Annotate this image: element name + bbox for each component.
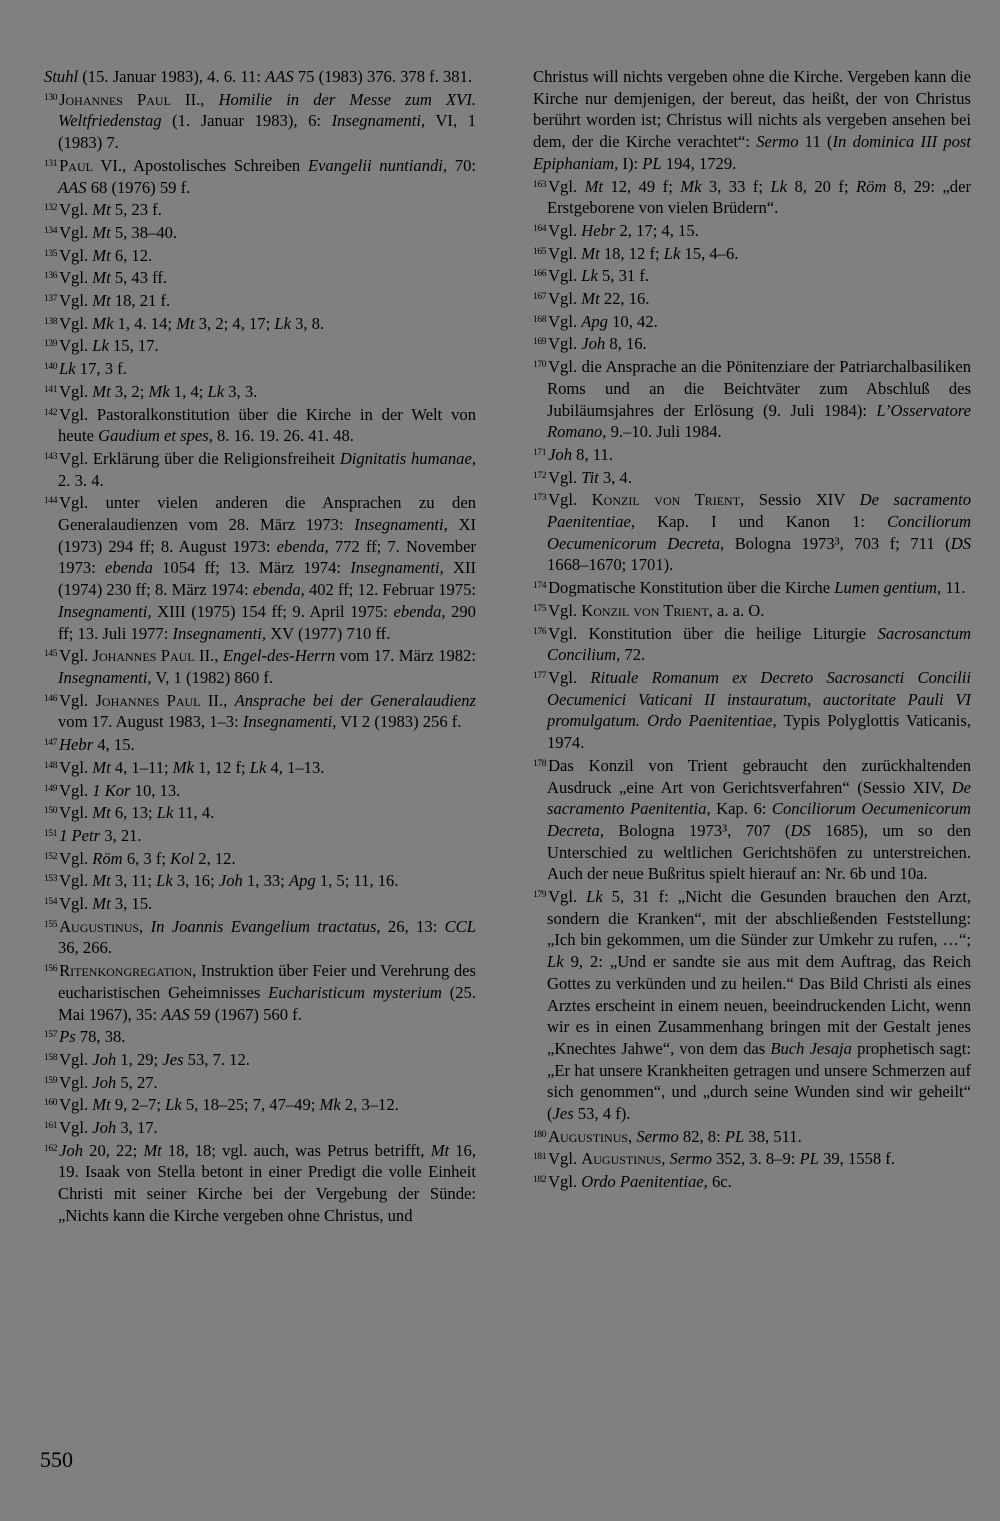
footnote-number: 176 [533, 626, 547, 637]
footnote-167 [533, 287, 971, 310]
footnote-173 [533, 488, 971, 576]
footnote-text: Dogmatische Konstitution über die Kirche Lumen gentium, 11. [548, 578, 966, 598]
footnote-148 [44, 756, 476, 779]
footnote-text: Vgl. Mt 18, 21 f. [59, 291, 171, 311]
footnote-158 [44, 1048, 476, 1071]
footnote-number: 154 [44, 897, 58, 908]
footnote-continuation [44, 66, 476, 88]
footnote-number: 141 [44, 384, 58, 395]
footnote-number: 174 [533, 581, 547, 592]
footnote-text: Vgl. Augustinus, Sermo 352, 3. 8–9: PL 39, 1558 f. [548, 1149, 895, 1169]
footnote-text: Ritenkongregation, Instruktion über Feier und Verehrung des eucharistischen Geheimnisses Eucharisticum mysterium (25. Mai 1967), 35: AAS 59 (1967) 560 f. [58, 961, 476, 1024]
footnote-number: 166 [533, 269, 547, 280]
footnote-139 [44, 334, 476, 357]
footnote-153 [44, 869, 476, 892]
footnote-text: Lk 17, 3 f. [59, 359, 127, 379]
footnote-number: 157 [44, 1030, 58, 1041]
footnote-text: Christus will nichts vergeben ohne die Kirche. Vergeben kann die Kirche nur demjenigen, der bereut, das heißt, der von Christus berührt worden ist; Christus will nichts als vergeben ansehen bei dem, der die Kirche verachtet“: Sermo 11 (In dominica III post Epiphaniam, I): PL 194, 1729. [533, 67, 971, 173]
footnote-text: Vgl. Röm 6, 3 f; Kol 2, 12. [59, 848, 236, 868]
footnote-number: 130 [44, 92, 58, 103]
footnote-number: 180 [533, 1129, 547, 1140]
footnote-180 [533, 1125, 971, 1148]
footnote-157 [44, 1025, 476, 1048]
footnote-179 [533, 885, 971, 1125]
footnote-142 [44, 403, 476, 447]
footnote-159 [44, 1071, 476, 1094]
footnote-number: 151 [44, 828, 58, 839]
footnote-number: 143 [44, 451, 58, 462]
footnote-175 [533, 599, 971, 622]
footnote-number: 131 [44, 158, 58, 169]
footnote-number: 134 [44, 225, 58, 236]
footnote-text: Vgl. Hebr 2, 17; 4, 15. [548, 220, 699, 240]
footnote-text: Vgl. Mk 1, 4. 14; Mt 3, 2; 4, 17; Lk 3, 8. [59, 313, 325, 333]
footnote-number: 142 [44, 407, 58, 418]
footnote-text: Vgl. Mt 18, 12 f; Lk 15, 4–6. [548, 243, 739, 263]
footnote-132 [44, 198, 476, 221]
footnote-136 [44, 266, 476, 289]
footnote-160 [44, 1093, 476, 1116]
footnote-text: Vgl. Konzil von Trient, a. a. O. [548, 600, 765, 620]
footnote-130 [44, 88, 476, 154]
footnote-text: Johannes Paul II., Homilie in der Messe zum XVI. Weltfriedenstag (1. Januar 1983), 6: Insegnamenti, VI, 1 (1983) 7. [58, 89, 477, 153]
footnote-176 [533, 622, 971, 666]
footnote-number: 145 [44, 649, 58, 660]
footnote-text: Vgl. Mt 5, 43 ff. [59, 268, 168, 288]
footnote-177 [533, 666, 971, 754]
footnote-text: Vgl. Mt 22, 16. [548, 289, 650, 309]
footnote-number: 182 [533, 1175, 547, 1186]
footnote-number: 147 [44, 738, 58, 749]
footnote-number: 140 [44, 362, 58, 373]
footnote-number: 148 [44, 760, 58, 771]
footnote-number: 170 [533, 360, 547, 371]
footnote-text: Vgl. Lk 15, 17. [59, 336, 159, 356]
footnote-number: 138 [44, 316, 58, 327]
footnote-number: 144 [44, 496, 58, 507]
footnote-text: Vgl. Mt 5, 38–40. [59, 222, 178, 242]
footnote-174 [533, 576, 971, 599]
footnote-text: Vgl. Erklärung über die Religionsfreiheit Dignitatis humanae, 2. 3. 4. [58, 448, 476, 490]
footnotes-right-column [533, 66, 971, 1193]
footnote-text: Vgl. Tit 3, 4. [548, 467, 632, 487]
footnote-141 [44, 380, 476, 403]
footnote-162 [44, 1139, 476, 1227]
footnote-number: 177 [533, 670, 547, 681]
footnote-text: Vgl. Lk 5, 31 f. [548, 266, 650, 286]
footnote-text: Paul VI., Apostolisches Schreiben Evangelii nuntiandi, 70: AAS 68 (1976) 59 f. [58, 155, 477, 197]
footnote-number: 168 [533, 314, 547, 325]
footnote-number: 135 [44, 248, 58, 259]
footnote-number: 137 [44, 294, 58, 305]
footnote-text: Vgl. unter vielen anderen die Ansprachen zu den Generalaudienzen vom 28. März 1973: Insegnamenti, XI (1973) 294 ff; 8. August 1973: ebenda, 772 ff; 7. November 1973: ebenda 1054 ff; 13. März 1974: Insegnamenti, XII (1974) 230 ff; 8. März 1974: ebenda, 402 ff; 12. Februar 1975: Insegnamenti, XIII (1975) 154 ff; 9. April 1975: ebenda, 290 ff; 13. Juli 1977: Insegnamenti, XV (1977) 710 ff. [58, 493, 477, 643]
page-number: 550 [40, 1447, 73, 1472]
footnote-text: Vgl. Johannes Paul II., Engel-des-Herrn vom 17. März 1982: Insegnamenti, V, 1 (1982) 860 f. [58, 646, 476, 687]
footnote-number: 181 [533, 1152, 547, 1163]
footnote-161 [44, 1116, 476, 1139]
footnote-number: 160 [44, 1098, 58, 1109]
footnote-text: Joh 8, 11. [548, 444, 613, 464]
footnote-number: 153 [44, 874, 58, 885]
footnote-138 [44, 312, 476, 335]
footnote-140 [44, 357, 476, 380]
footnote-number: 146 [44, 693, 58, 704]
footnote-text: Vgl. Mt 3, 11; Lk 3, 16; Joh 1, 33; Apg 1, 5; 11, 16. [59, 871, 399, 891]
footnote-text: Vgl. Mt 6, 12. [59, 245, 153, 265]
footnote-text: Vgl. Johannes Paul II., Ansprache bei der Generalaudienz vom 17. August 1983, 1–3: Insegnamenti, VI 2 (1983) 256 f. [58, 690, 476, 732]
footnote-182 [533, 1170, 971, 1193]
footnote-number: 139 [44, 339, 58, 350]
footnote-text: 1 Petr 3, 21. [59, 825, 142, 845]
footnote-137 [44, 289, 476, 312]
footnote-131 [44, 154, 476, 198]
footnote-135 [44, 244, 476, 267]
footnote-text: Vgl. Mt 9, 2–7; Lk 5, 18–25; 7, 47–49; Mk 2, 3–12. [59, 1095, 399, 1115]
footnote-number: 155 [44, 919, 58, 930]
footnote-number: 172 [533, 470, 547, 481]
footnote-text: Vgl. Konzil von Trient, Sessio XIV De sacramento Paenitentiae, Kap. I und Kanon 1: Conciliorum Oecumenicorum Decreta, Bologna 1973³, 703 f; 711 (DS 1668–1670; 1701). [547, 490, 971, 575]
footnote-number: 150 [44, 806, 58, 817]
footnote-163 [533, 175, 971, 219]
footnote-text: Vgl. Joh 5, 27. [59, 1072, 158, 1092]
footnote-number: 169 [533, 337, 547, 348]
footnote-number: 179 [533, 890, 547, 901]
footnote-165 [533, 242, 971, 265]
footnote-text: Vgl. Rituale Romanum ex Decreto Sacrosancti Concilii Oecumenici Vaticani II instauratum, auctoritate Pauli VI promulgatum. Ordo Paenitentiae, Typis Polyglottis Vaticanis, 1974. [547, 667, 971, 753]
footnote-text: Vgl. Mt 5, 23 f. [59, 200, 162, 220]
footnote-text: Vgl. Apg 10, 42. [548, 311, 658, 331]
footnote-151 [44, 824, 476, 847]
footnote-text: Vgl. die Ansprache an die Pönitenziare der Patriarchalbasiliken Roms und an die Beichtväter zum Abschluß des Jubiläumsjahres der Erlösung (9. Juli 1984): L’Osservatore Romano, 9.–10. Juli 1984. [547, 357, 971, 442]
footnote-text: Vgl. Joh 3, 17. [59, 1118, 158, 1138]
footnote-number: 152 [44, 851, 58, 862]
footnote-text: Vgl. 1 Kor 10, 13. [59, 780, 181, 800]
footnote-number: 167 [533, 292, 547, 303]
footnote-152 [44, 847, 476, 870]
footnote-144 [44, 491, 476, 644]
footnote-text: Vgl. Mt 4, 1–11; Mk 1, 12 f; Lk 4, 1–13. [59, 757, 325, 777]
footnote-149 [44, 779, 476, 802]
footnote-171 [533, 443, 971, 466]
footnote-number: 149 [44, 783, 58, 794]
footnote-134 [44, 221, 476, 244]
footnote-number: 136 [44, 271, 58, 282]
footnote-number: 165 [533, 246, 547, 257]
footnote-text: Vgl. Mt 6, 13; Lk 11, 4. [59, 803, 215, 823]
footnote-156 [44, 959, 476, 1025]
footnote-text: Vgl. Mt 3, 15. [59, 894, 153, 914]
footnote-172 [533, 466, 971, 489]
footnote-text: Vgl. Joh 1, 29; Jes 53, 7. 12. [59, 1049, 250, 1069]
footnote-146 [44, 689, 476, 733]
footnote-text: Vgl. Joh 8, 16. [548, 334, 647, 354]
footnote-number: 173 [533, 493, 547, 504]
footnote-166 [533, 264, 971, 287]
footnote-text: Vgl. Mt 12, 49 f; Mk 3, 33 f; Lk 8, 20 f; Röm 8, 29: „der Erstgeborene von vielen Brüdern“. [547, 176, 971, 218]
footnote-text: Stuhl (15. Januar 1983), 4. 6. 11: AAS 75 (1983) 376. 378 f. 381. [44, 67, 473, 86]
footnote-text: Vgl. Konstitution über die heilige Liturgie Sacrosanctum Concilium, 72. [547, 623, 971, 665]
footnote-number: 178 [533, 758, 547, 769]
footnote-number: 175 [533, 603, 547, 614]
footnote-text: Augustinus, In Joannis Evangelium tractatus, 26, 13: CCL 36, 266. [58, 916, 476, 958]
footnote-164 [533, 219, 971, 242]
footnote-154 [44, 892, 476, 915]
footnote-169 [533, 332, 971, 355]
footnote-150 [44, 801, 476, 824]
footnote-text: Vgl. Ordo Paenitentiae, 6c. [548, 1172, 732, 1192]
footnote-number: 159 [44, 1075, 58, 1086]
footnote-continuation [533, 66, 971, 175]
footnote-text: Ps 78, 38. [59, 1027, 126, 1047]
footnote-181 [533, 1147, 971, 1170]
footnote-155 [44, 915, 476, 959]
footnote-170 [533, 355, 971, 443]
footnote-number: 156 [44, 964, 58, 975]
footnote-number: 171 [533, 447, 547, 458]
footnote-143 [44, 447, 476, 491]
footnote-number: 162 [44, 1143, 58, 1154]
footnote-text: Joh 20, 22; Mt 18, 18; vgl. auch, was Petrus betrifft, Mt 16, 19. Isaak von Stella betont in einer Predigt die volle Einheit Christi mit seiner Kirche bei der Vergebung der Sünde: „Nichts kann die Kirche vergeben ohne Christus, und [58, 1140, 476, 1225]
footnote-168 [533, 310, 971, 333]
footnote-147 [44, 733, 476, 756]
footnote-number: 132 [44, 203, 58, 214]
footnote-number: 163 [533, 179, 547, 190]
footnote-text: Das Konzil von Trient gebraucht den zurückhaltenden Ausdruck „eine Art von Gerichtsverfahren“ (Sessio XIV, De sacramento Paenitentia, Kap. 6: Conciliorum Oecumenicorum Decreta, Bologna 1973³, 707 (DS 1685), um so den Unterschied zu weltlichen Gerichtshöfen zu unterstreichen. Auch der neue Bußritus spielt hierauf an: Nr. 6b und 10a. [547, 755, 971, 884]
footnotes-left-column [44, 66, 476, 1227]
footnote-178 [533, 754, 971, 885]
footnote-text: Vgl. Mt 3, 2; Mk 1, 4; Lk 3, 3. [59, 381, 258, 401]
footnote-text: Vgl. Pastoralkonstitution über die Kirche in der Welt von heute Gaudium et spes, 8. 16. 19. 26. 41. 48. [58, 404, 476, 446]
footnote-number: 161 [44, 1121, 58, 1132]
footnote-number: 164 [533, 223, 547, 234]
footnote-number: 158 [44, 1052, 58, 1063]
footnote-text: Hebr 4, 15. [59, 735, 135, 755]
footnote-145 [44, 644, 476, 688]
footnote-text: Vgl. Lk 5, 31 f: „Nicht die Gesunden brauchen den Arzt, sondern die Kranken“, mit der abschließenden Feststellung: „Ich bin gekommen, um die Sünder zur Umkehr zu rufen, …“; Lk 9, 2: „Und er sandte sie aus mit dem Auftrag, das Reich Gottes zu verkünden und zu heilen.“ Das Bild Christi als eines Arztes erscheint in einem neuen, beeindruckenden Licht, wenn wir es in einen Zusammenhang bringen mit der Gestalt jenes „Knechtes Jahwe“, von dem das Buch Jesaja prophetisch sagt: „Er hat unsere Krankheiten getragen und unsere Schmerzen auf sich genommen“, und „durch seine Wunden sind wir geheilt“ (Jes 53, 4 f). [547, 887, 972, 1124]
footnote-text: Augustinus, Sermo 82, 8: PL 38, 511. [548, 1126, 802, 1146]
